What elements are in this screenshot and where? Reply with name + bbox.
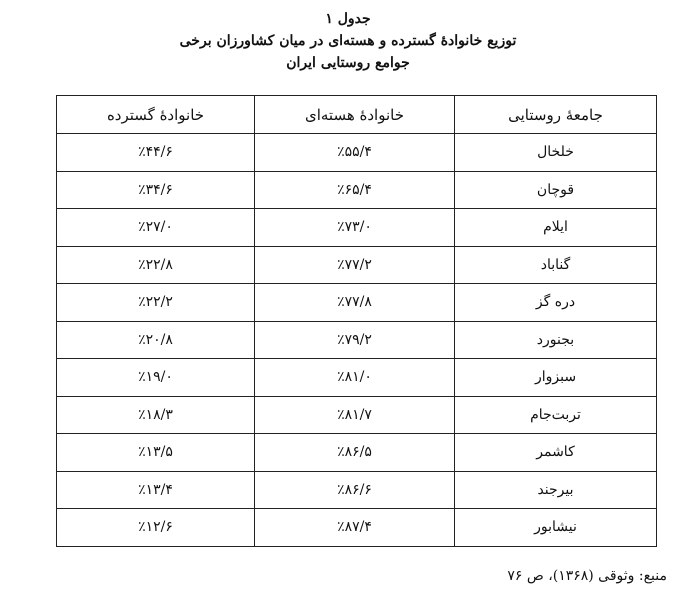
- table-row: [56, 284, 657, 322]
- nuclear-family-cell: ٪۷۹/۲: [254, 322, 454, 360]
- region-cell: دره گز: [454, 284, 657, 322]
- nuclear-family-cell: ٪۵۵/۴: [254, 134, 454, 172]
- region-cell: سبزوار: [454, 359, 657, 397]
- family-distribution-table: [56, 95, 657, 547]
- region-cell: کاشمر: [454, 434, 657, 472]
- source-note: منبع: وثوقی (۱۳۶۸)، ص ۷۶: [507, 568, 667, 584]
- nuclear-family-cell: ٪۶۵/۴: [254, 172, 454, 210]
- extended-family-cell: ٪۲۷/۰: [56, 209, 254, 247]
- table-row: [56, 247, 657, 285]
- header-extended-family: خانوادهٔ گسترده: [56, 95, 254, 134]
- nuclear-family-cell: ٪۸۶/۶: [254, 472, 454, 510]
- region-cell: خلخال: [454, 134, 657, 172]
- region-cell: نیشابور: [454, 509, 657, 547]
- region-cell: تربت‌جام: [454, 397, 657, 435]
- table-body: [56, 134, 657, 547]
- extended-family-cell: ٪۱۲/۶: [56, 509, 254, 547]
- table-row: [56, 134, 657, 172]
- table-row: [56, 509, 657, 547]
- region-cell: قوچان: [454, 172, 657, 210]
- nuclear-family-cell: ٪۷۳/۰: [254, 209, 454, 247]
- header-region: جامعهٔ روستایی: [454, 95, 657, 134]
- table-title-line-2: جوامع روستایی ایران: [286, 55, 410, 71]
- extended-family-cell: ٪۱۳/۴: [56, 472, 254, 510]
- header-nuclear-family: خانوادهٔ هسته‌ای: [254, 95, 454, 134]
- extended-family-cell: ٪۲۲/۲: [56, 284, 254, 322]
- table-caption: [0, 8, 696, 74]
- table-row: [56, 397, 657, 435]
- region-cell: بجنورد: [454, 322, 657, 360]
- table-header-row: [56, 95, 657, 134]
- extended-family-cell: ٪۱۹/۰: [56, 359, 254, 397]
- nuclear-family-cell: ٪۸۱/۷: [254, 397, 454, 435]
- nuclear-family-cell: ٪۸۱/۰: [254, 359, 454, 397]
- region-cell: بیرجند: [454, 472, 657, 510]
- nuclear-family-cell: ٪۷۷/۲: [254, 247, 454, 285]
- extended-family-cell: ٪۲۲/۸: [56, 247, 254, 285]
- extended-family-cell: ٪۱۳/۵: [56, 434, 254, 472]
- region-cell: ایلام: [454, 209, 657, 247]
- table-row: [56, 359, 657, 397]
- extended-family-cell: ٪۳۴/۶: [56, 172, 254, 210]
- extended-family-cell: ٪۱۸/۳: [56, 397, 254, 435]
- extended-family-cell: ٪۲۰/۸: [56, 322, 254, 360]
- table-title-line-1: توزیع خانوادهٔ گسترده و هسته‌ای در میان کشاورزان برخی: [179, 33, 517, 49]
- table-row: [56, 434, 657, 472]
- table-number: جدول ۱: [325, 11, 371, 27]
- table-row: [56, 472, 657, 510]
- nuclear-family-cell: ٪۷۷/۸: [254, 284, 454, 322]
- extended-family-cell: ٪۴۴/۶: [56, 134, 254, 172]
- table-row: [56, 172, 657, 210]
- table-row: [56, 209, 657, 247]
- table-row: [56, 322, 657, 360]
- region-cell: گناباد: [454, 247, 657, 285]
- nuclear-family-cell: ٪۸۶/۵: [254, 434, 454, 472]
- nuclear-family-cell: ٪۸۷/۴: [254, 509, 454, 547]
